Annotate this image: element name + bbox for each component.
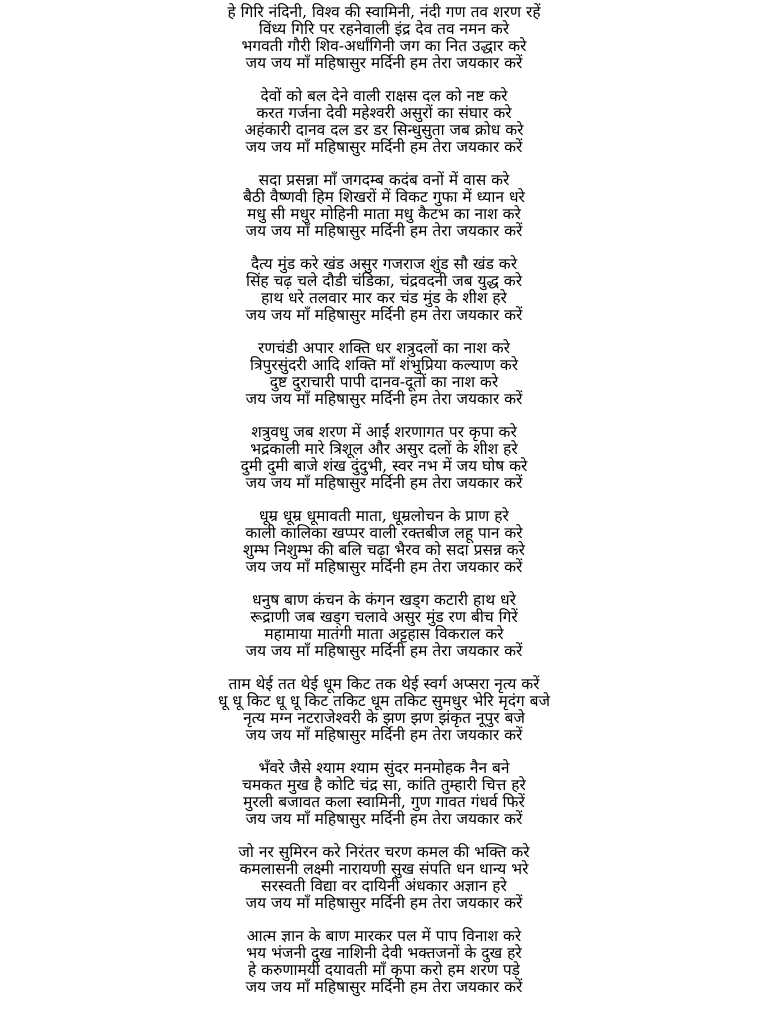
stanza-line: कमलासनी लक्ष्मी नारायणी सुख संपति धन धान्य भरे <box>239 860 529 878</box>
stanza-8 <box>0 592 768 660</box>
stanza-12 <box>0 928 768 996</box>
stanza-line: रूद्राणी जब खड्ग चलावे असुर मुंड रण बीच गिरें <box>250 608 518 626</box>
stanza-line: भँवरे जैसे श्याम श्याम सुंदर मनमोहक नैन बने <box>258 759 510 777</box>
refrain-line: जय जय माँ महिषासुर मर्दिनी हम तेरा जयकार करें <box>245 726 523 744</box>
stanza-line: चमकत मुख है कोटि चंद्र सा, कांति तुम्हारी चित्त हरे <box>242 776 526 794</box>
stanza-line: हे गिरि नंदिनी, विश्व की स्वामिनी, नंदी गण तव शरण रहें <box>227 3 541 21</box>
refrain-line: जय जय माँ महिषासुर मर्दिनी हम तेरा जयकार करें <box>245 306 523 324</box>
stanza-line: धनुष बाण कंचन के कंगन खड्ग कटारी हाथ धरे <box>252 591 516 609</box>
refrain-line: जय जय माँ महिषासुर मर्दिनी हम तेरा जयकार करें <box>245 390 523 408</box>
stanza-line: महामाया मातंगी माता अट्टहास विकराल करे <box>264 625 504 643</box>
stanza-line: करत गर्जना देवी महेश्वरी असुरों का संघार करे <box>256 104 512 122</box>
stanza-line: त्रिपुरसुंदरी आदि शक्ति माँ शंभुप्रिया कल्याण करे <box>249 356 519 374</box>
stanza-line: सदा प्रसन्ना माँ जगदम्ब कदंब वनों में वास करे <box>258 171 510 189</box>
stanza-line: जो नर सुमिरन करे निरंतर चरण कमल की भक्ति करे <box>238 843 530 861</box>
refrain-line: जय जय माँ महिषासुर मर्दिनी हम तेरा जयकार करें <box>245 558 523 576</box>
stanza-9 <box>0 676 768 744</box>
stanza-line: भद्रकाली मारे त्रिशूल और असुर दलों के शीश हरे <box>250 440 518 458</box>
stanza-line: विंध्य गिरि पर रहनेवाली इंद्र देव तव नमन करे <box>258 20 510 38</box>
stanza-line: भय भंजनी दुख नाशिनी देवी भक्तजनों के दुख हरे <box>246 944 522 962</box>
stanza-line: आत्म ज्ञान के बाण मारकर पल में पाप विनाश करे <box>246 927 522 945</box>
stanza-line: नृत्य मग्न नटराजेश्वरी के झण झण झंकृत नूपुर बजे <box>243 709 525 727</box>
refrain-line: जय जय माँ महिषासुर मर्दिनी हम तेरा जयकार करें <box>245 474 523 492</box>
stanza-line: दुमी दुमी बाजे शंख दुंदुभी, स्वर नभ में जय घोष करे <box>240 457 528 475</box>
stanza-line: शत्रुवधु जब शरण में आईं शरणागत पर कृपा करे <box>251 423 517 441</box>
stanza-line: अहंकारी दानव दल डर डर सिन्धुसुता जब क्रोध करे <box>244 121 524 139</box>
stanza-line: धूम्र धूम्र धूमावती माता, धूम्रलोचन के प्राण हरे <box>259 507 509 525</box>
stanza-7 <box>0 508 768 576</box>
stanza-line: सरस्वती विद्या वर दायिनी अंधकार अज्ञान हरे <box>261 877 507 895</box>
stanza-3 <box>0 172 768 240</box>
stanza-line: धू धू किट धू धू किट तकिट धूम तकिट सुमधुर भेरि मृदंग बजे <box>217 692 551 710</box>
stanza-line: रणचंडी अपार शक्ति धर शत्रुदलों का नाश करे <box>258 339 510 357</box>
refrain-line: जय जय माँ महिषासुर मर्दिनी हम तेरा जयकार करें <box>245 810 523 828</box>
refrain-line: जय जय माँ महिषासुर मर्दिनी हम तेरा जयकार करें <box>245 894 523 912</box>
refrain-line: जय जय माँ महिषासुर मर्दिनी हम तेरा जयकार करें <box>245 978 523 996</box>
stanza-line: दुष्ट दुराचारी पापी दानव-दूतों का नाश करे <box>269 373 499 391</box>
refrain-line: जय जय माँ महिषासुर मर्दिनी हम तेरा जयकार करें <box>245 54 523 72</box>
stanza-line: हे करुणामयी दयावती माँ कृपा करो हम शरण पड़े <box>248 961 520 979</box>
refrain-line: जय जय माँ महिषासुर मर्दिनी हम तेरा जयकार करें <box>245 642 523 660</box>
stanza-6 <box>0 424 768 492</box>
stanza-line: शुम्भ निशुम्भ की बलि चढ़ा भैरव को सदा प्रसन्न करे <box>243 541 525 559</box>
stanza-line: दैत्य मुंड करे खंड असुर गजराज शुंड सौ खंड करे <box>250 255 518 273</box>
stanza-10 <box>0 760 768 828</box>
refrain-line: जय जय माँ महिषासुर मर्दिनी हम तेरा जयकार करें <box>245 138 523 156</box>
stanza-4 <box>0 256 768 324</box>
stanza-line: देवों को बल देने वाली राक्षस दल को नष्ट करे <box>260 87 508 105</box>
stanza-line: मधु सी मधुर मोहिनी माता मधु कैटभ का नाश करे <box>247 205 521 223</box>
stanza-line: भगवती गौरी शिव-अर्धांगिनी जग का नित उद्धार करे <box>241 37 527 55</box>
stanza-line: बैठी वैष्णवी हिम शिखरों में विकट गुफा में ध्यान धरे <box>243 188 525 206</box>
stanza-5 <box>0 340 768 408</box>
stanza-line: ताम थेई तत थेई धूम किट तक थेई स्वर्ग अप्सरा नृत्य करें <box>228 675 540 693</box>
stanza-line: मुरली बजावत कला स्वामिनी, गुण गावत गंधर्व फिरें <box>243 793 525 811</box>
stanza-line: सिंह चढ़ चले दौडी चंडिका, चंद्रवदनी जब युद्ध करे <box>245 272 523 290</box>
refrain-line: जय जय माँ महिषासुर मर्दिनी हम तेरा जयकार करें <box>245 222 523 240</box>
stanza-11 <box>0 844 768 912</box>
stanza-line: हाथ धरे तलवार मार कर चंड मुंड के शीश हरे <box>261 289 507 307</box>
stanza-line: काली कालिका खप्पर वाली रक्तबीज लहू पान करे <box>245 524 523 542</box>
stanza-1 <box>0 4 768 72</box>
stanza-2 <box>0 88 768 156</box>
